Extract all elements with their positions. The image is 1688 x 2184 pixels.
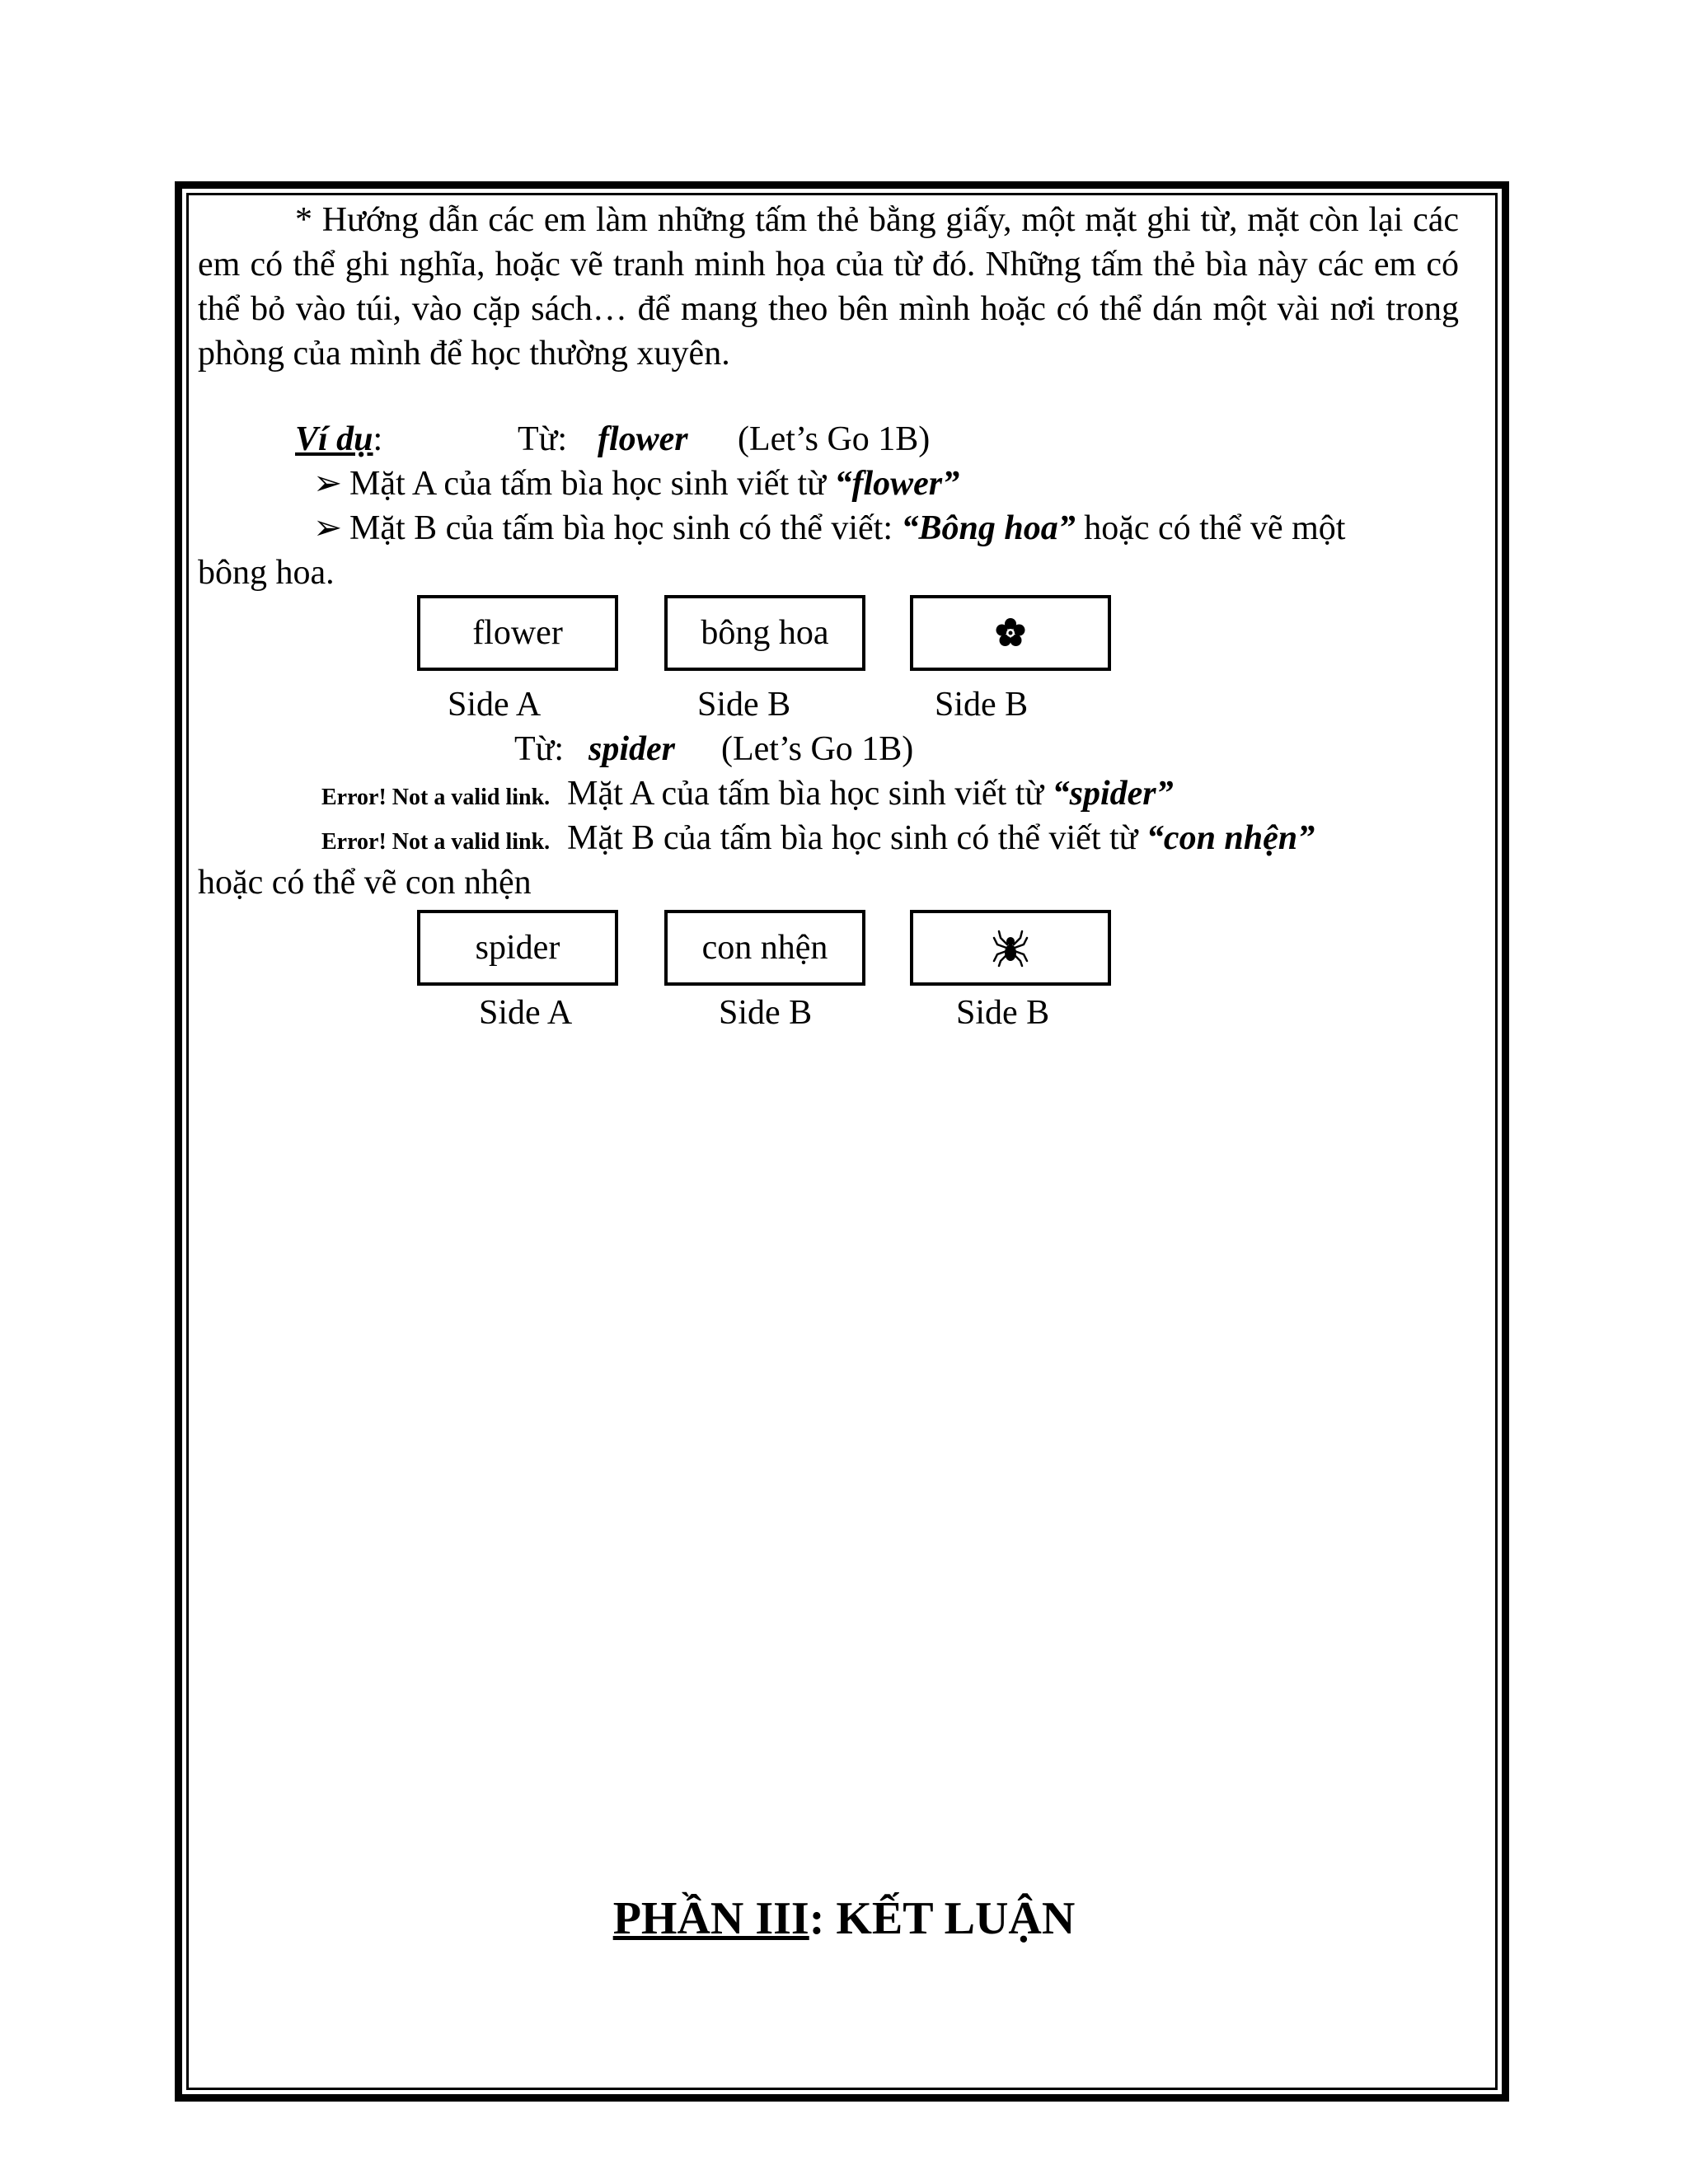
card-side-b-flower (664, 595, 865, 671)
card-text: con nhện (701, 929, 828, 967)
flower-icon (994, 616, 1027, 649)
arrow-bullet-icon: ➢ (313, 509, 343, 547)
card-side-b-flower-picture (910, 595, 1111, 671)
line-2-word: “con nhện” (1146, 819, 1315, 857)
line-2-continuation: hoặc có thể vẽ con nhện (198, 864, 532, 902)
example-label: Ví dụ (295, 420, 373, 458)
bullet-2-word: “Bông hoa” (901, 509, 1076, 547)
heading-title: : KẾT LUẬN (809, 1893, 1076, 1944)
spider-icon (992, 928, 1029, 968)
bullet-1 (313, 462, 959, 506)
error-line-2 (321, 816, 1315, 865)
source-1: (Let’s Go 1B) (738, 420, 931, 458)
bullet-2-rest: hoặc có thể vẽ một (1084, 509, 1346, 547)
word-spider: spider (588, 730, 675, 768)
card-side-a-spider (417, 910, 618, 986)
example-label-line (295, 417, 382, 462)
tu-label-2: Từ: (514, 730, 565, 768)
card-side-b-spider-picture (910, 910, 1111, 986)
heading-part: PHẦN III (612, 1893, 809, 1944)
side-label-a-3: Side A (479, 994, 573, 1032)
intro-paragraph (198, 198, 1459, 376)
side-label-a-1: Side A (448, 686, 542, 724)
line-2-text: Mặt B của tấm bìa học sinh có thể viết từ (567, 819, 1138, 857)
line-1-word: “spider” (1052, 775, 1174, 813)
bullet-2-text: Mặt B của tấm bìa học sinh có thể viết: (349, 509, 893, 547)
example-label-colon: : (373, 420, 383, 458)
tu-label-1: Từ: (518, 420, 568, 458)
side-label-b-1: Side B (697, 686, 791, 724)
bullet-1-text: Mặt A của tấm bìa học sinh viết từ (349, 465, 826, 503)
word-flower: flower (598, 420, 688, 458)
error-link-text: Error! Not a valid link. (321, 829, 551, 855)
bullet-2-continuation: bông hoa. (198, 554, 335, 592)
intro-text: * Hướng dẫn các em làm những tấm thẻ bằng giấy, một mặt ghi từ, mặt còn lại các em có thể ghi nghĩa, hoặc vẽ tranh minh họa của từ đó. Những tấm thẻ bìa này các em có thể bỏ vào túi, vào cặp sách… để mang theo bên mình hoặc có thể dán một vài nơi trong phòng của mình để học thường xuyên. (198, 201, 1459, 373)
side-label-b-3: Side B (719, 994, 813, 1032)
side-label-b-4: Side B (956, 994, 1050, 1032)
error-line-1 (321, 771, 1174, 820)
source-2: (Let’s Go 1B) (721, 730, 914, 768)
card-text: bông hoa (701, 614, 829, 652)
card-side-b-spider (664, 910, 865, 986)
card-side-a-flower (417, 595, 618, 671)
error-link-text: Error! Not a valid link. (321, 785, 551, 810)
side-label-b-2: Side B (935, 686, 1029, 724)
arrow-bullet-icon: ➢ (313, 465, 343, 503)
bullet-1-word: “flower” (834, 465, 960, 503)
bullet-2 (313, 506, 1345, 551)
line-1-text: Mặt A của tấm bìa học sinh viết từ (567, 775, 1044, 813)
card-text: spider (475, 929, 560, 967)
card-text: flower (472, 614, 563, 652)
section-heading (0, 1892, 1688, 1945)
